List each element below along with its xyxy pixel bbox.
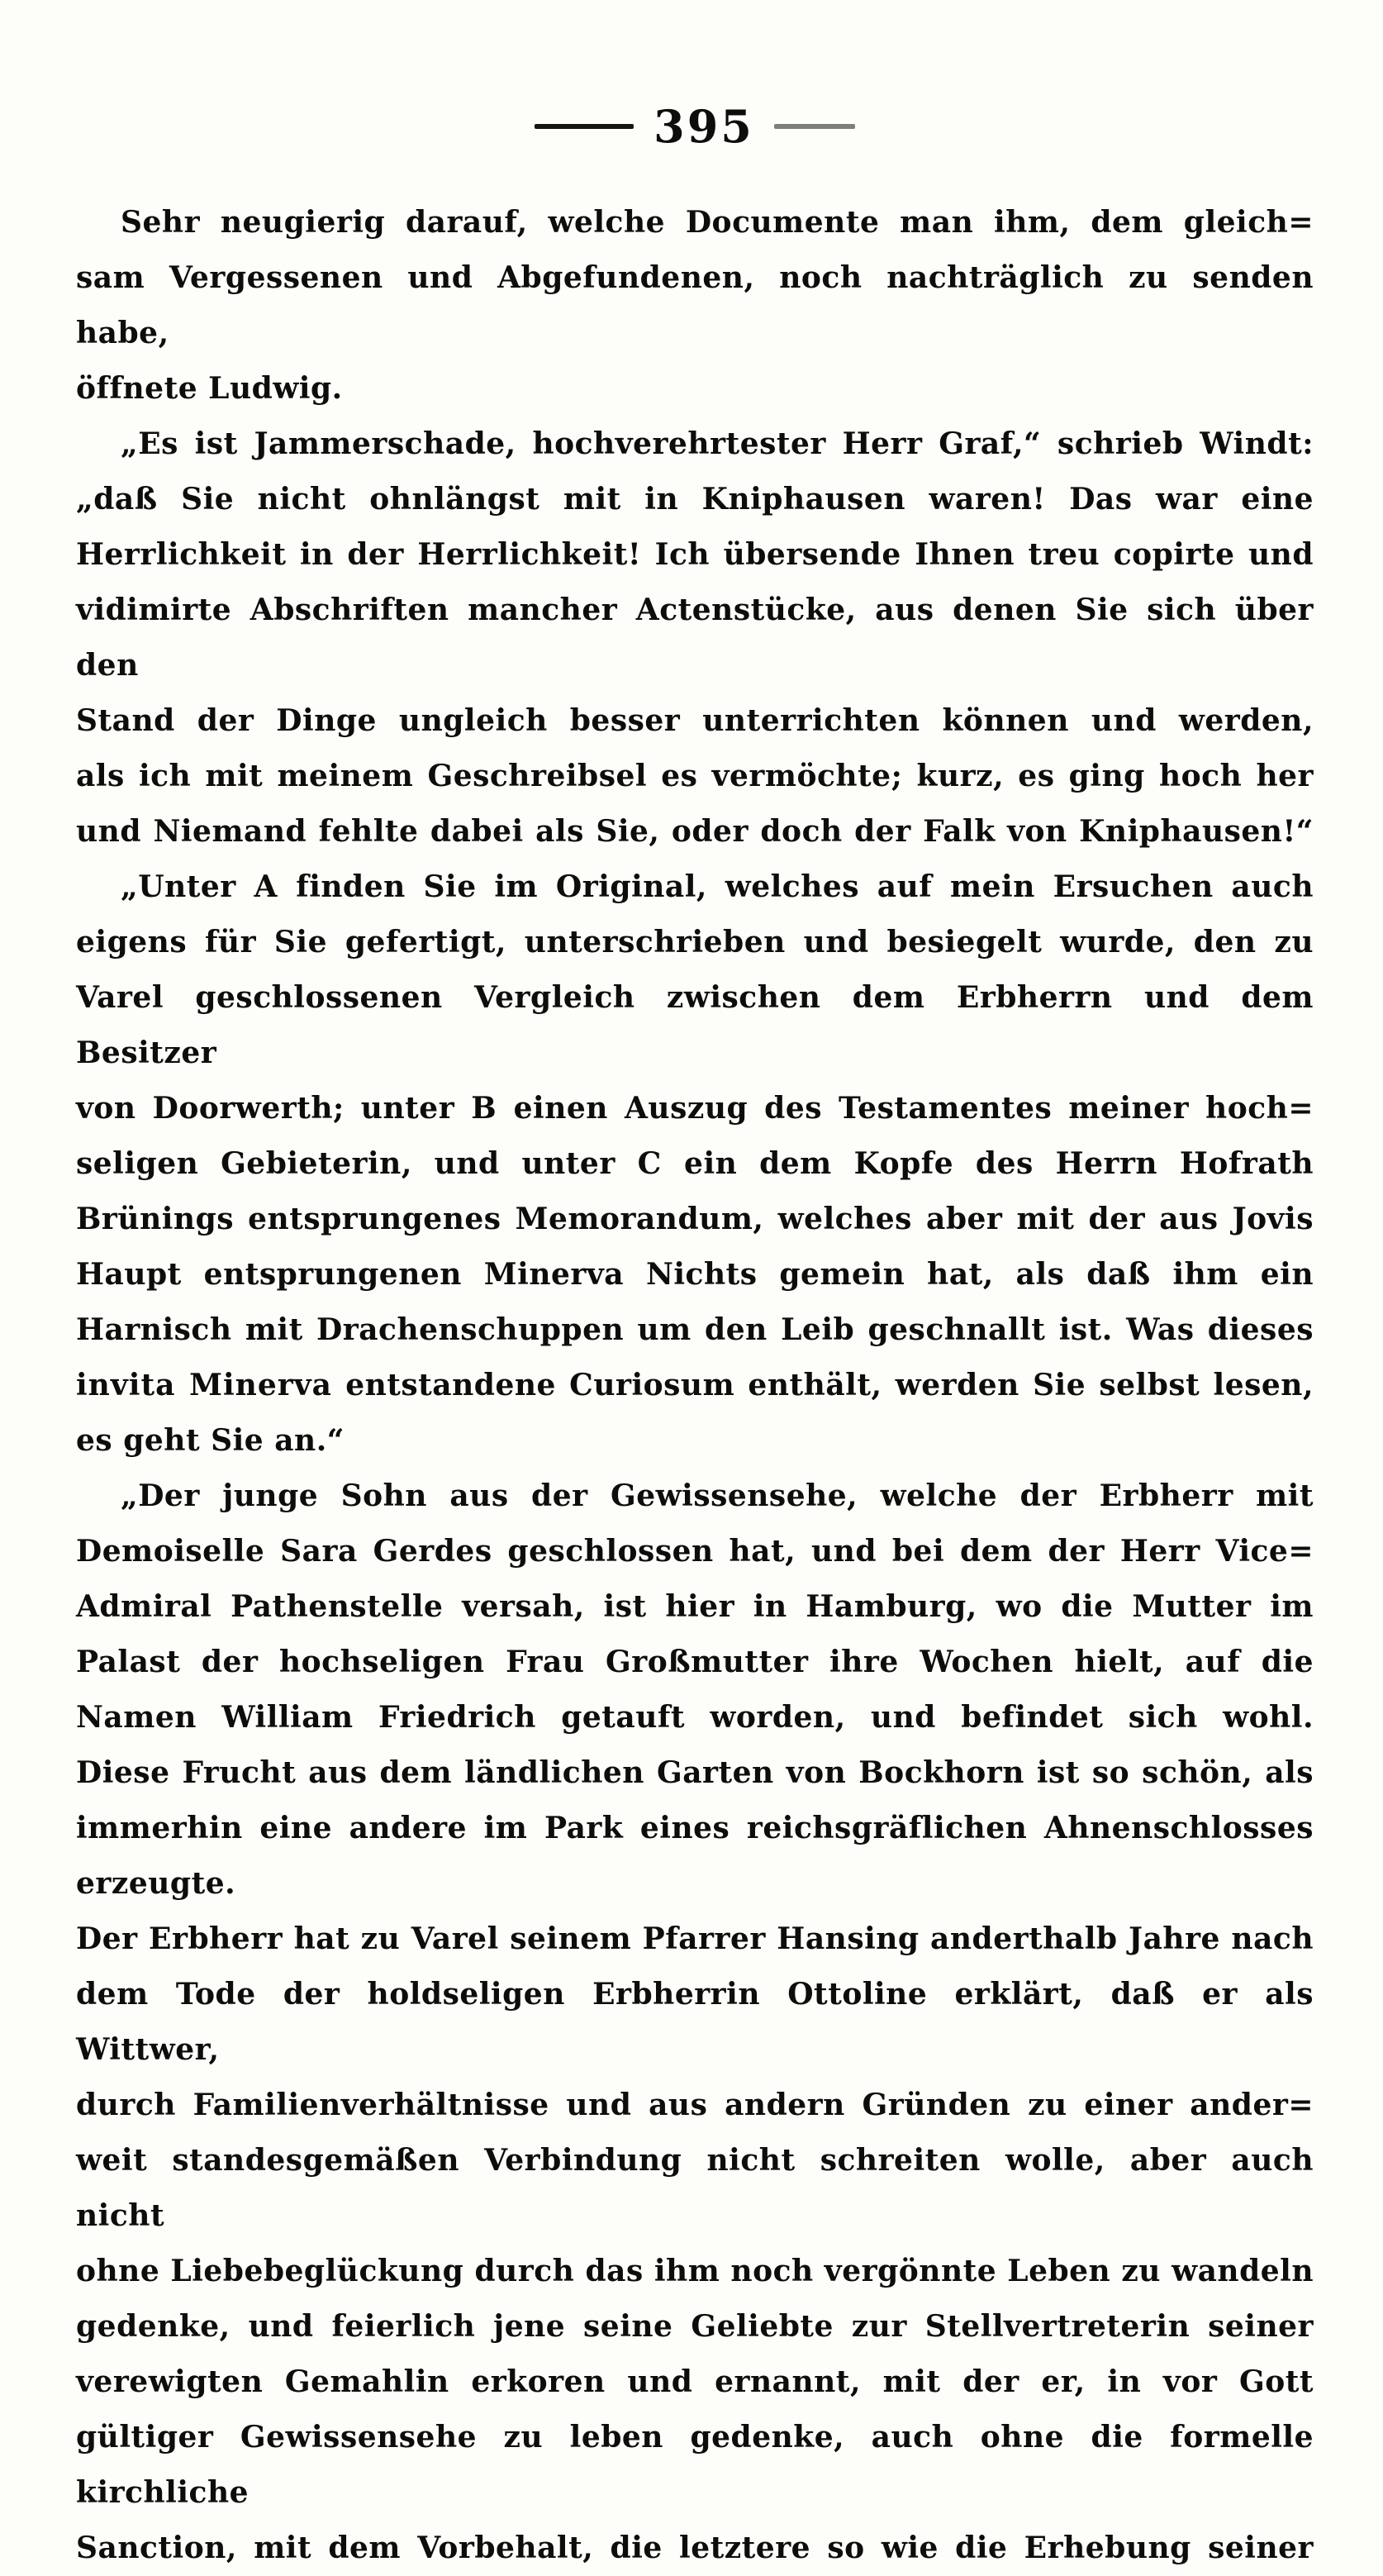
header-rule-left [535,124,634,129]
paragraph [76,1469,1314,2576]
text-line: gedenke, und feierlich jene seine Geliebte zur Stellvertreterin seiner [76,2309,1314,2344]
text-line: durch Familienverhältnisse und aus andern Gründen zu einer ander= [76,2088,1314,2122]
paragraph [76,859,1314,1469]
text-line: vidimirte Abschriften mancher Actenstücke, aus denen Sie sich über den [76,593,1314,683]
text-line: Varel geschlossenen Vergleich zwischen dem Erbherrn und dem Besitzer [76,980,1314,1070]
text-line: „Der junge Sohn aus der Gewissensehe, welche der Erbherr mit [121,1478,1314,1513]
text-line: „Es ist Jammerschade, hochverehrtester Herr Graf,“ schrieb Windt: [121,426,1314,461]
text-line: „Unter A finden Sie im Original, welches auf mein Ersuchen auch [121,869,1314,904]
text-block [76,195,1314,2576]
text-line: ohne Liebebeglückung durch das ihm noch vergönnte Leben zu wandeln [76,2254,1314,2288]
text-line: Sanction, mit dem Vorbehalt, die letztere so wie die Erhebung seiner [76,2531,1314,2565]
text-line: verewigten Gemahlin erkoren und ernannt, mit der er, in vor Gott [76,2364,1314,2399]
text-line: dem Tode der holdseligen Erbherrin Ottoline erklärt, daß er als Wittwer, [76,1977,1314,2067]
text-line: Stand der Dinge ungleich besser unterrichten können und werden, [76,703,1314,738]
text-line: sam Vergessenen und Abgefundenen, noch nachträglich zu senden habe, [76,260,1314,350]
antiqua-emphasis: A [254,869,278,904]
text-line: Herrlichkeit in der Herrlichkeit! Ich übersende Ihnen treu copirte und [76,537,1314,572]
header-rule-right [774,124,855,129]
antiqua-emphasis: invita Minerva [76,1368,332,1402]
text-line: von Doorwerth; unter B einen Auszug des Testamentes meiner hoch= [76,1091,1314,1126]
text-line: immerhin eine andere im Park eines reichsgräflichen Ahnenschlosses erzeugte. [76,1811,1314,1901]
text-line: Haupt entsprungenen Minerva Nichts gemein hat, als daß ihm ein [76,1257,1314,1292]
text-line: als ich mit meinem Geschreibsel es vermöchte; kurz, es ging hoch her [76,759,1314,793]
text-line: Der Erbherr hat zu Varel seinem Pfarrer Hansing anderthalb Jahre nach [76,1921,1314,1956]
text-line: Admiral Pathenstelle versah, ist hier in Hamburg, wo die Mutter im [76,1589,1314,1624]
text-line: und Niemand fehlte dabei als Sie, oder doch der Falk von Kniphausen!“ [76,814,1314,849]
antiqua-emphasis: B [471,1091,497,1126]
text-line: Namen William Friedrich getauft worden, und befindet sich wohl. [76,1700,1314,1735]
text-line: eigens für Sie gefertigt, unterschrieben und besiegelt wurde, den zu [76,925,1314,959]
text-line: Sehr neugierig darauf, welche Documente man ihm, dem gleich= [121,205,1314,240]
antiqua-emphasis: C [637,1146,663,1181]
text-line: invita Minerva entstandene Curiosum enthält, werden Sie selbst lesen, [76,1368,1314,1402]
page-number: 395 [653,100,754,153]
paragraph [76,417,1314,859]
text-line: öffnete Ludwig. [76,371,343,406]
text-line: seligen Gebieterin, und unter C ein dem Kopfe des Herrn Hofrath [76,1146,1314,1181]
text-line: es geht Sie an.“ [76,1423,345,1458]
page-header [76,100,1314,153]
text-line: Demoiselle Sara Gerdes geschlossen hat, und bei dem der Herr Vice= [76,1534,1314,1569]
text-line: „daß Sie nicht ohnlängst mit in Kniphausen waren! Das war eine [76,482,1314,517]
text-line: gültiger Gewissensehe zu leben gedenke, auch ohne die formelle kirchliche [76,2420,1314,2510]
text-line: Harnisch mit Drachenschuppen um den Leib geschnallt ist. Was dieses [76,1312,1314,1347]
text-line: Diese Frucht aus dem ländlichen Garten von Bockhorn ist so schön, als [76,1755,1314,1790]
text-line: Brünings entsprungenes Memorandum, welches aber mit der aus Jovis [76,1202,1314,1236]
paragraph [76,195,1314,417]
text-line: Palast der hochseligen Frau Großmutter ihre Wochen hielt, auf die [76,1645,1314,1679]
text-line: weit standesgemäßen Verbindung nicht schreiten wolle, aber auch nicht [76,2143,1314,2233]
